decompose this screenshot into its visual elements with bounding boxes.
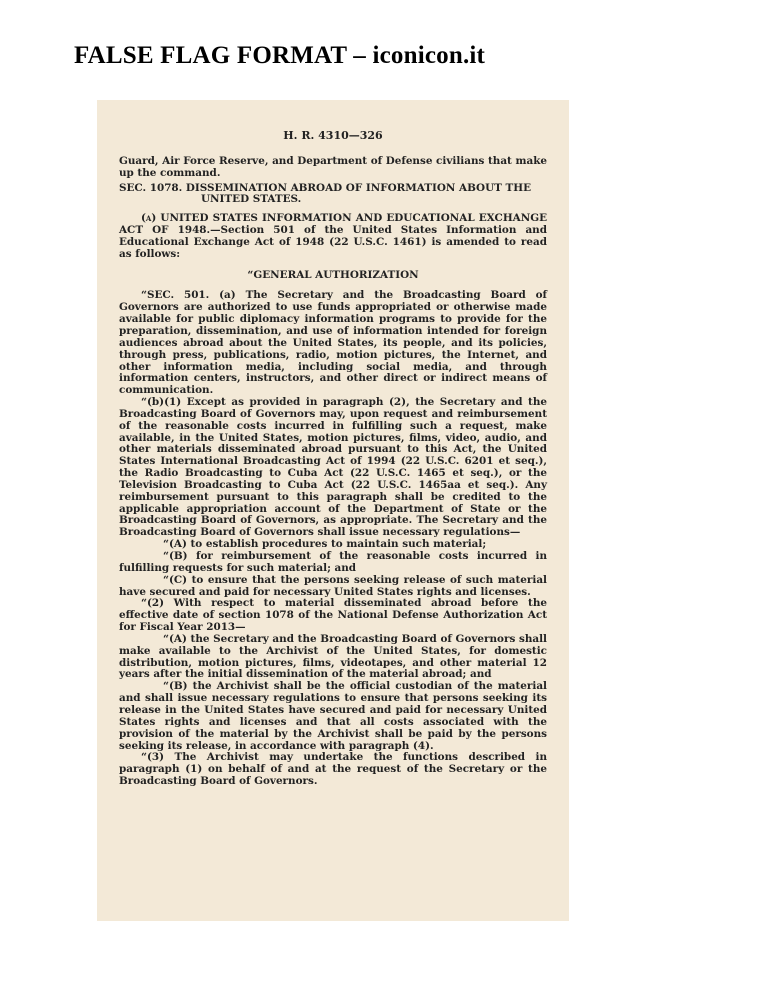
general-authorization-heading: “GENERAL AUTHORIZATION xyxy=(247,268,419,281)
sec-501-a: “SEC. 501. (a) The Secretary and the Broadcasting Board of Governors are authorized to use funds appropriated or otherwise made available for public diplomacy information programs to provide for the preparation, dissemination, and use of information intended for foreign audiences abroad about the United States, its people, and its policies, through press, publications, radio, motion pictures, the Internet, and other information media, including social media, and through information centers, instructors, and other direct or indirect means of communication. xyxy=(119,289,547,397)
sec-501-b3: “(3) The Archivist may undertake the functions described in paragraph (1) on behalf of and at the request of the Secretary or the Broadcasting Board of Governors. xyxy=(119,751,547,788)
sec-501-b1: “(b)(1) Except as provided in paragraph (2), the Secretary and the Broadcasting Board of Governors may, upon request and reimbursement of the reasonable costs incurred in fulfilling such a request, make available, in the United States, motion pictures, films, video, audio, and other materials disseminated abroad pursuant to this Act, the United States International Broadcasting Act of 1994 (22 U.S.C. 6201 et seq.), the Radio Broadcasting to Cuba Act (22 U.S.C. 1465 et seq.), or the Television Broadcasting to Cuba Act (22 U.S.C. 1465aa et seq.). Any reimbursement pursuant to this paragraph shall be credited to the applicable appropriation account of the Department of State or the Broadcasting Board of Governors, as appropriate. The Secretary and the Broadcasting Board of Governors shall issue necessary regulations— xyxy=(119,396,547,539)
sec-501-b2-A: “(A) the Secretary and the Broadcasting Board of Governors shall make available to the Archivist of the United States, for domestic distribution, motion pictures, films, videotapes, and other material 12 years after the initial dissemination of the material abroad; and xyxy=(119,632,547,681)
paragraph-a xyxy=(119,213,547,260)
section-heading-continuation: UNITED STATES. xyxy=(201,193,302,206)
sec-501-b1-A: “(A) to establish procedures to maintain such material; xyxy=(163,538,487,551)
paragraph-a-caption: (a) UNITED STATES INFORMATION AND EDUCATIONAL EXCHANGE ACT OF 1948. xyxy=(119,212,547,237)
paragraph-a-text: —Section 501 of the United States Information and Educational Exchange Act of 1948 (22 U.S.C. 1461) is amended to read as follows: xyxy=(119,224,548,260)
sec-501-b2: “(2) With respect to material disseminated abroad before the effective date of section 1078 of the National Defense Authorization Act for Fiscal Year 2013— xyxy=(119,597,547,634)
page-title: FALSE FLAG FORMAT – iconicon.it xyxy=(74,42,486,69)
sec-501-b1-C: “(C) to ensure that the persons seeking release of such material have secured and paid for necessary United States rights and licenses. xyxy=(119,573,547,598)
scanned-document-image xyxy=(97,100,569,921)
lead-paragraph: Guard, Air Force Reserve, and Department of Defense civilians that make up the command. xyxy=(119,154,548,179)
sec-501-b2-B: “(B) the Archivist shall be the official custodian of the material and shall issue necessary regulations to ensure that persons seeking its release in the United States have secured and paid for necessary United States rights and licenses and that all costs associated with the provision of the material by the Archivist shall be paid by the persons seeking its release, in accordance with paragraph (4). xyxy=(119,680,547,752)
section-heading-label: SEC. 1078. DISSEMINATION ABROAD OF INFORMATION ABOUT THE xyxy=(119,181,531,194)
bill-header: H. R. 4310—326 xyxy=(283,129,383,142)
section-heading xyxy=(119,183,547,207)
sec-501-b1-B: “(B) for reimbursement of the reasonable costs incurred in fulfilling requests for such material; and xyxy=(119,550,547,574)
